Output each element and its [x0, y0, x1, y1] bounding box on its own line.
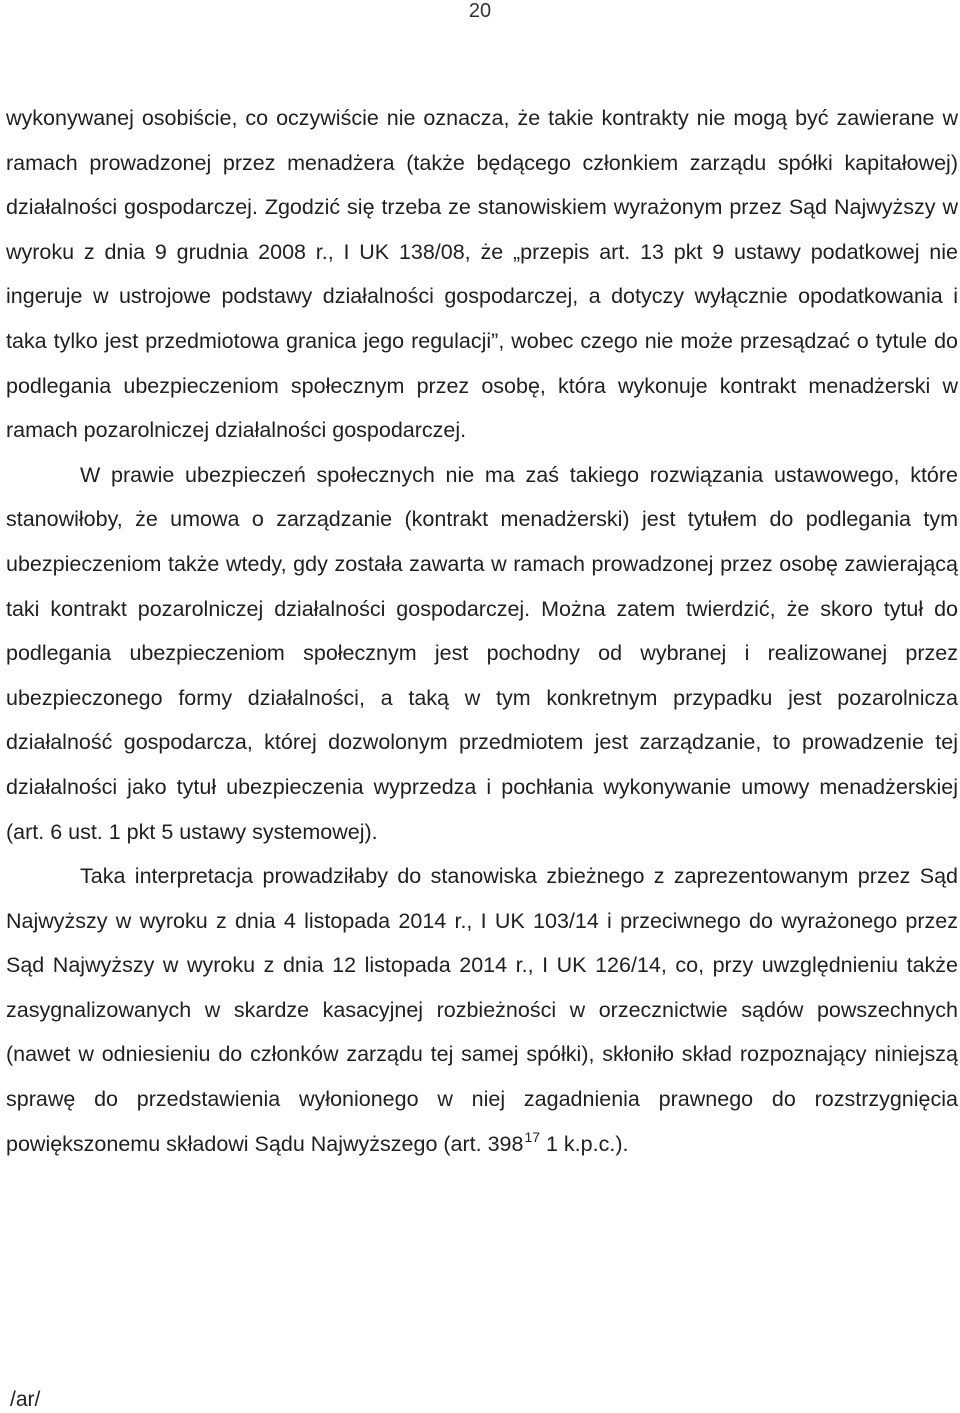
footer-mark: /ar/ [10, 1388, 41, 1411]
paragraph-3-text: Taka interpretacja prowadziłaby do stanowiska zbieżnego z zaprezentowanym przez Sąd Najwyższy w wyroku z dnia 4 listopada 2014 r., I UK 103/14 i przeciwnego do wyrażonego przez Sąd Najwyższy w wyroku z dnia 12 listopada 2014 r., I UK 126/14, co, przy uwzględnieniu także zasygnalizowanych w skardze kasacyjnej rozbieżności w orzecznictwie sądów powszechnych (nawet w odniesieniu do członków zarządu tej samej spółki), skłoniło skład rozpoznający niniejszą sprawę do przedstawienia wyłonionego w niej zagadnienia prawnego do rozstrzygnięcia powiększonemu składowi Sądu Najwyższego (art. 398 [6, 864, 958, 1156]
paragraph-3 [6, 854, 958, 1166]
paragraph-2: W prawie ubezpieczeń społecznych nie ma zaś takiego rozwiązania ustawowego, które stanowiłoby, że umowa o zarządzanie (kontrakt menadżerski) jest tytułem do podlegania tym ubezpieczeniom także wtedy, gdy została zawarta w ramach prowadzonej przez osobę zawierającą taki kontrakt pozarolniczej działalności gospodarczej. Można zatem twierdzić, że skoro tytuł do podlegania ubezpieczeniom społecznym jest pochodny od wybranej i realizowanej przez ubezpieczonego formy działalności, a taką w tym konkretnym przypadku jest pozarolnicza działalność gospodarcza, której dozwolonym przedmiotem jest zarządzanie, to prowadzenie tej działalności jako tytuł ubezpieczenia wyprzedza i pochłania wykonywanie umowy menadżerskiej (art. 6 ust. 1 pkt 5 ustawy systemowej). [6, 462, 958, 844]
paragraph-1: wykonywanej osobiście, co oczywiście nie oznacza, że takie kontrakty nie mogą być zawierane w ramach prowadzonej przez menadżera (także będącego członkiem zarządu spółki kapitałowej) działalności gospodarczej. Zgodzić się trzeba ze stanowiskiem wyrażonym przez Sąd Najwyższy w wyroku z dnia 9 grudnia 2008 r., I UK 138/08, że „przepis art. 13 pkt 9 ustawy podatkowej nie ingeruje w ustrojowe podstawy działalności gospodarczej, a dotyczy wyłącznie opodatkowania i taka tylko jest przedmiotowa granica jego regulacji”, wobec czego nie może przesądzać o tytule do podlegania ubezpieczeniom społecznym przez osobę, która wykonuje kontrakt menadżerski w ramach pozarolniczej działalności gospodarczej. [6, 106, 958, 443]
paragraph-3-superscript: 17 [524, 1128, 541, 1145]
document-body [6, 96, 958, 1166]
paragraph-3-tail: 1 k.p.c.). [540, 1131, 629, 1156]
page-number: 20 [468, 0, 492, 22]
